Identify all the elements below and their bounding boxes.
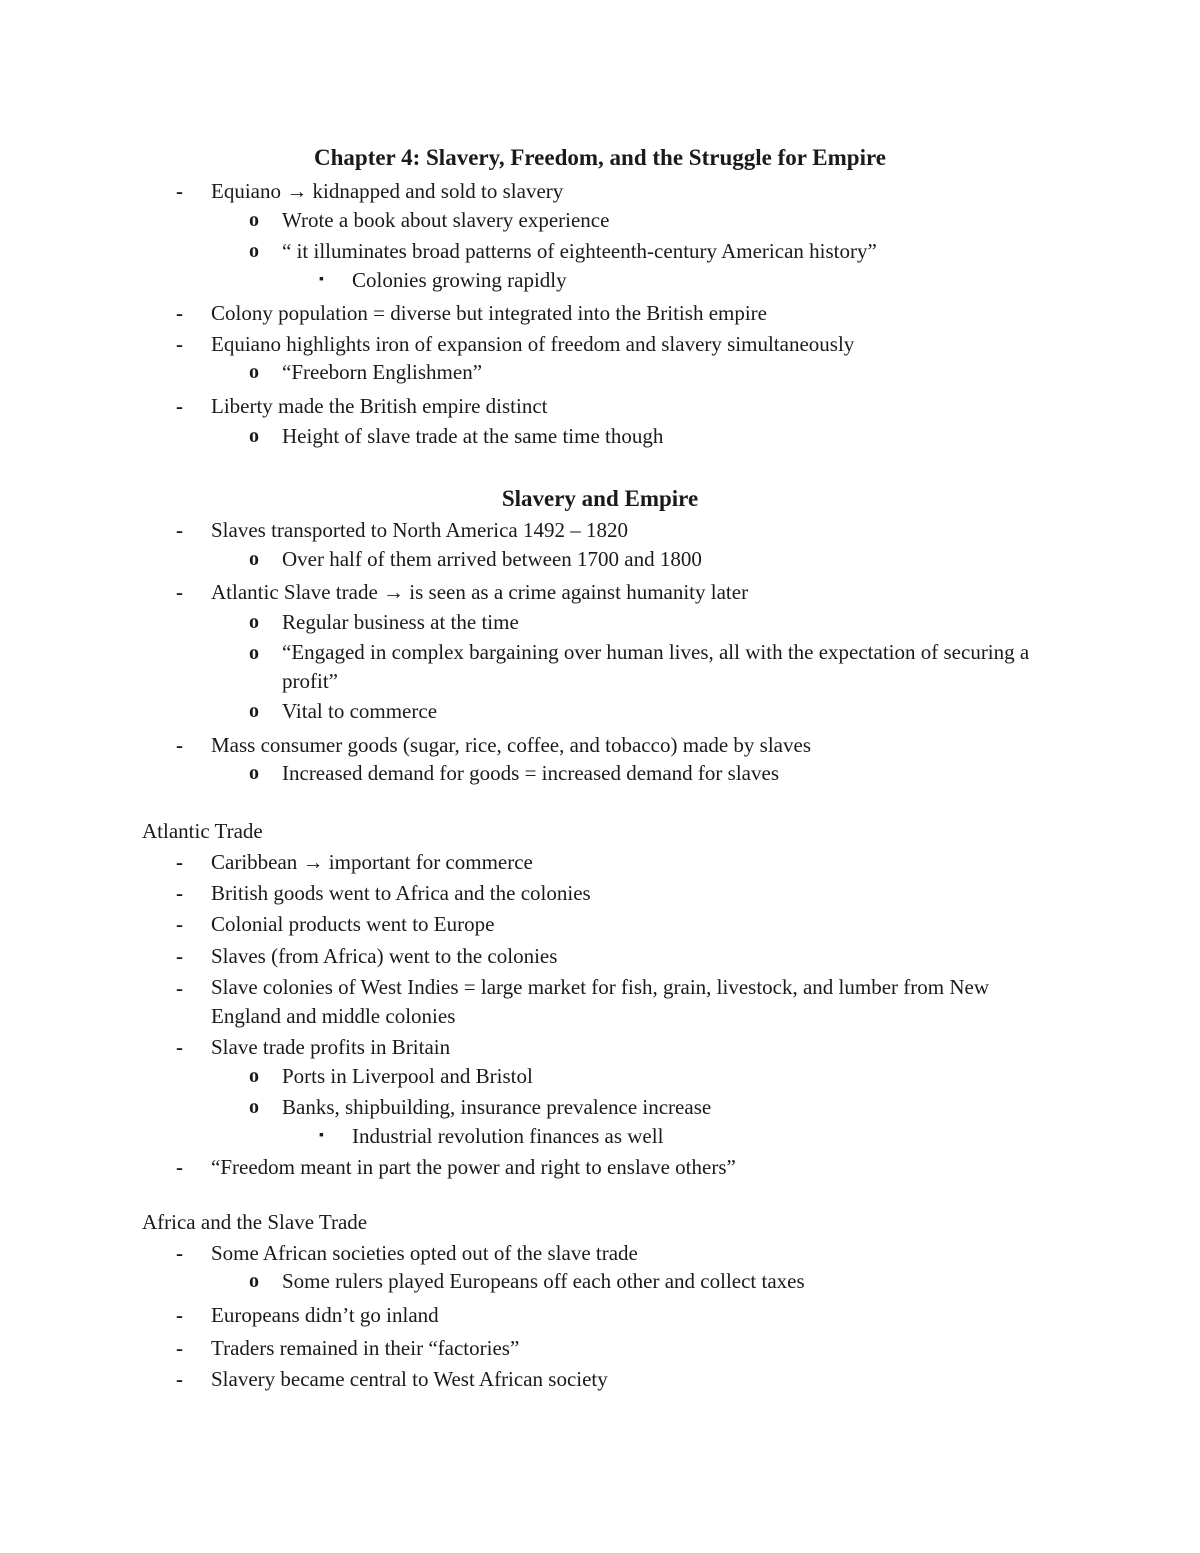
bullet-circle-icon: o	[249, 240, 259, 262]
list-item	[176, 329, 855, 359]
list-item	[249, 638, 1042, 696]
list-item	[319, 265, 567, 295]
list-item	[176, 1333, 520, 1363]
list-item-text: Regular business at the time	[282, 610, 519, 634]
bullet-dash-icon: -	[176, 944, 183, 968]
list-item	[249, 421, 664, 451]
bullet-circle-icon: o	[249, 762, 259, 784]
list-item-text: Equiano → kidnapped and sold to slavery	[211, 179, 564, 203]
section-heading: Atlantic Trade	[142, 819, 263, 843]
list-item	[249, 205, 610, 235]
list-item-text: Some rulers played Europeans off each other and collect taxes	[282, 1269, 805, 1293]
list-item-text: Slave colonies of West Indies = large market for fish, grain, livestock, and lumber from New England and middle colonies	[211, 975, 990, 1028]
bullet-dash-icon: -	[176, 1035, 183, 1059]
list-item-text: Slave trade profits in Britain	[211, 1035, 451, 1059]
bullet-dash-icon: -	[176, 881, 183, 905]
list-item	[176, 909, 495, 939]
list-item-text: Slavery became central to West African society	[211, 1367, 608, 1391]
list-item	[249, 1092, 712, 1122]
list-item	[176, 1032, 451, 1062]
list-item-text: Europeans didn’t go inland	[211, 1303, 439, 1327]
bullet-dash-icon: -	[176, 301, 183, 325]
bullet-dash-icon: -	[176, 580, 183, 604]
bullet-dash-icon: -	[176, 1367, 183, 1391]
list-item-text: Colony population = diverse but integrated into the British empire	[211, 301, 767, 325]
bullet-circle-icon: o	[249, 611, 259, 633]
bullet-circle-icon: o	[249, 642, 259, 664]
list-item	[249, 357, 483, 387]
bullet-dash-icon: -	[176, 976, 183, 1000]
list-item	[176, 730, 811, 760]
bullet-dash-icon: -	[176, 912, 183, 936]
list-item-text: Equiano highlights iron of expansion of freedom and slavery simultaneously	[211, 332, 855, 356]
list-item-text: Ports in Liverpool and Bristol	[282, 1064, 533, 1088]
list-item	[176, 176, 564, 206]
bullet-dash-icon: -	[176, 332, 183, 356]
list-item	[176, 515, 629, 545]
bullet-dash-icon: -	[176, 394, 183, 418]
list-item-text: Wrote a book about slavery experience	[282, 208, 610, 232]
bullet-circle-icon: o	[249, 1096, 259, 1118]
list-item	[249, 1061, 533, 1091]
list-item-text: Industrial revolution finances as well	[352, 1124, 664, 1148]
bullet-dash-icon: -	[176, 1336, 183, 1360]
bullet-dash-icon: -	[176, 518, 183, 542]
bullet-dash-icon: -	[176, 1155, 183, 1179]
list-item	[249, 544, 702, 574]
chapter-title: Chapter 4: Slavery, Freedom, and the Struggle for Empire	[314, 145, 886, 170]
bullet-dash-icon: -	[176, 733, 183, 757]
list-item	[176, 1238, 638, 1268]
list-item	[249, 696, 438, 726]
list-item	[249, 1266, 805, 1296]
list-item-text: Traders remained in their “factories”	[211, 1336, 520, 1360]
section-heading: Africa and the Slave Trade	[142, 1210, 368, 1234]
list-item-text: “Freedom meant in part the power and right to enslave others”	[211, 1155, 736, 1179]
bullet-circle-icon: o	[249, 425, 259, 447]
bullet-square-icon: ▪	[319, 272, 324, 287]
list-item	[176, 878, 591, 908]
section-heading: Slavery and Empire	[501, 486, 699, 511]
list-item-text: Colonies growing rapidly	[352, 268, 567, 292]
list-item-text: Colonial products went to Europe	[211, 912, 495, 936]
list-item-text: British goods went to Africa and the colonies	[211, 881, 591, 905]
list-item	[249, 236, 877, 266]
bullet-dash-icon: -	[176, 850, 183, 874]
list-item-text: “ it illuminates broad patterns of eighteenth-century American history”	[282, 239, 877, 263]
bullet-circle-icon: o	[249, 1270, 259, 1292]
list-item	[176, 298, 767, 328]
list-item-text: Mass consumer goods (sugar, rice, coffee, and tobacco) made by slaves	[211, 733, 811, 757]
bullet-circle-icon: o	[249, 548, 259, 570]
bullet-circle-icon: o	[249, 1065, 259, 1087]
list-item	[176, 1364, 608, 1394]
list-item-text: Height of slave trade at the same time though	[282, 424, 664, 448]
list-item	[249, 758, 779, 788]
list-item-text: Banks, shipbuilding, insurance prevalence increase	[282, 1095, 712, 1119]
list-item-text: “Freeborn Englishmen”	[282, 360, 483, 384]
list-item	[176, 1300, 439, 1330]
list-item	[176, 941, 558, 971]
list-item	[176, 577, 749, 607]
list-item-text: Atlantic Slave trade → is seen as a crime against humanity later	[211, 580, 749, 604]
list-item-text: “Engaged in complex bargaining over human lives, all with the expectation of securing a profit”	[282, 640, 1030, 693]
list-item	[176, 973, 1051, 1031]
list-item-text: Caribbean → important for commerce	[211, 850, 533, 874]
list-item	[249, 607, 519, 637]
list-item-text: Liberty made the British empire distinct	[211, 394, 548, 418]
list-item-text: Slaves (from Africa) went to the colonies	[211, 944, 558, 968]
list-item-text: Increased demand for goods = increased demand for slaves	[282, 761, 779, 785]
list-item-text: Slaves transported to North America 1492 – 1820	[211, 518, 629, 542]
list-item	[176, 847, 533, 877]
bullet-circle-icon: o	[249, 361, 259, 383]
list-item	[176, 391, 548, 421]
bullet-circle-icon: o	[249, 700, 259, 722]
bullet-dash-icon: -	[176, 179, 183, 203]
list-item-text: Some African societies opted out of the slave trade	[211, 1241, 638, 1265]
list-item	[176, 1152, 736, 1182]
bullet-dash-icon: -	[176, 1241, 183, 1265]
bullet-circle-icon: o	[249, 209, 259, 231]
list-item	[319, 1121, 664, 1151]
list-item-text: Over half of them arrived between 1700 and 1800	[282, 547, 702, 571]
list-item-text: Vital to commerce	[282, 699, 438, 723]
bullet-square-icon: ▪	[319, 1128, 324, 1143]
bullet-dash-icon: -	[176, 1303, 183, 1327]
